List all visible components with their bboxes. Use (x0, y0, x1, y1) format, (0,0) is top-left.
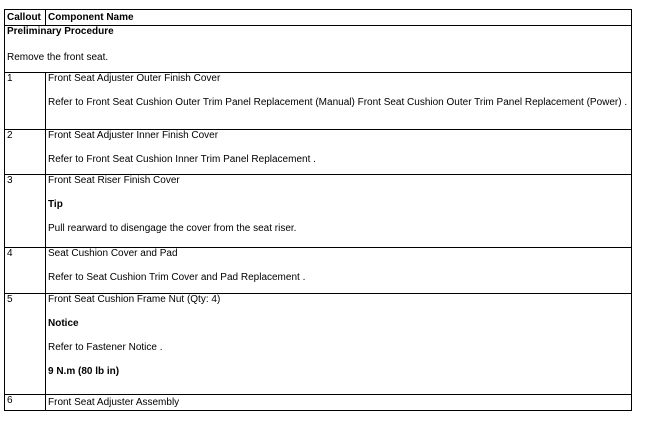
callout-number: 1 (5, 73, 46, 130)
callout-number: 2 (5, 130, 46, 175)
component-cell (46, 73, 632, 130)
component-name: Front Seat Adjuster Assembly (48, 396, 180, 408)
component-detail: Pull rearward to disengage the cover from the seat riser. (48, 223, 297, 234)
preliminary-text: Remove the front seat. (7, 52, 109, 63)
component-name-column-header: Component Name (46, 10, 632, 26)
component-cell (46, 395, 632, 411)
callout-number: 6 (5, 395, 46, 411)
callout-column-header: Callout (5, 10, 46, 26)
component-cell (46, 248, 632, 294)
component-detail: Refer to Seat Cushion Trim Cover and Pad Replacement . (48, 272, 306, 283)
preliminary-cell (5, 26, 632, 73)
component-cell (46, 175, 632, 248)
header-row (5, 10, 632, 26)
component-name: Front Seat Adjuster Inner Finish Cover (48, 130, 219, 141)
callout-number: 5 (5, 294, 46, 395)
table-row (5, 248, 632, 294)
component-cell (46, 294, 632, 395)
table-row (5, 175, 632, 248)
component-cell (46, 130, 632, 175)
component-name: Front Seat Cushion Frame Nut (Qty: 4) (48, 294, 221, 305)
component-detail: Refer to Fastener Notice . (48, 342, 163, 353)
table-row (5, 395, 632, 411)
procedure-table (4, 9, 632, 411)
component-name: Front Seat Adjuster Outer Finish Cover (48, 73, 221, 84)
component-name: Seat Cushion Cover and Pad (48, 248, 178, 259)
table-row (5, 294, 632, 395)
torque-spec: 9 N.m (80 lb in) (48, 366, 120, 377)
preliminary-row (5, 26, 632, 73)
component-name: Front Seat Riser Finish Cover (48, 175, 180, 186)
callout-number: 3 (5, 175, 46, 248)
notice-label: Notice (48, 318, 79, 329)
tip-label: Tip (48, 199, 63, 210)
component-detail: Refer to Front Seat Cushion Outer Trim Panel Replacement (Manual) Front Seat Cushion Outer Trim Panel Replacement (Power) . (48, 97, 628, 108)
callout-number: 4 (5, 248, 46, 294)
component-detail: Refer to Front Seat Cushion Inner Trim Panel Replacement . (48, 154, 316, 165)
table-row (5, 130, 632, 175)
preliminary-title: Preliminary Procedure (7, 26, 114, 37)
table-row (5, 73, 632, 130)
